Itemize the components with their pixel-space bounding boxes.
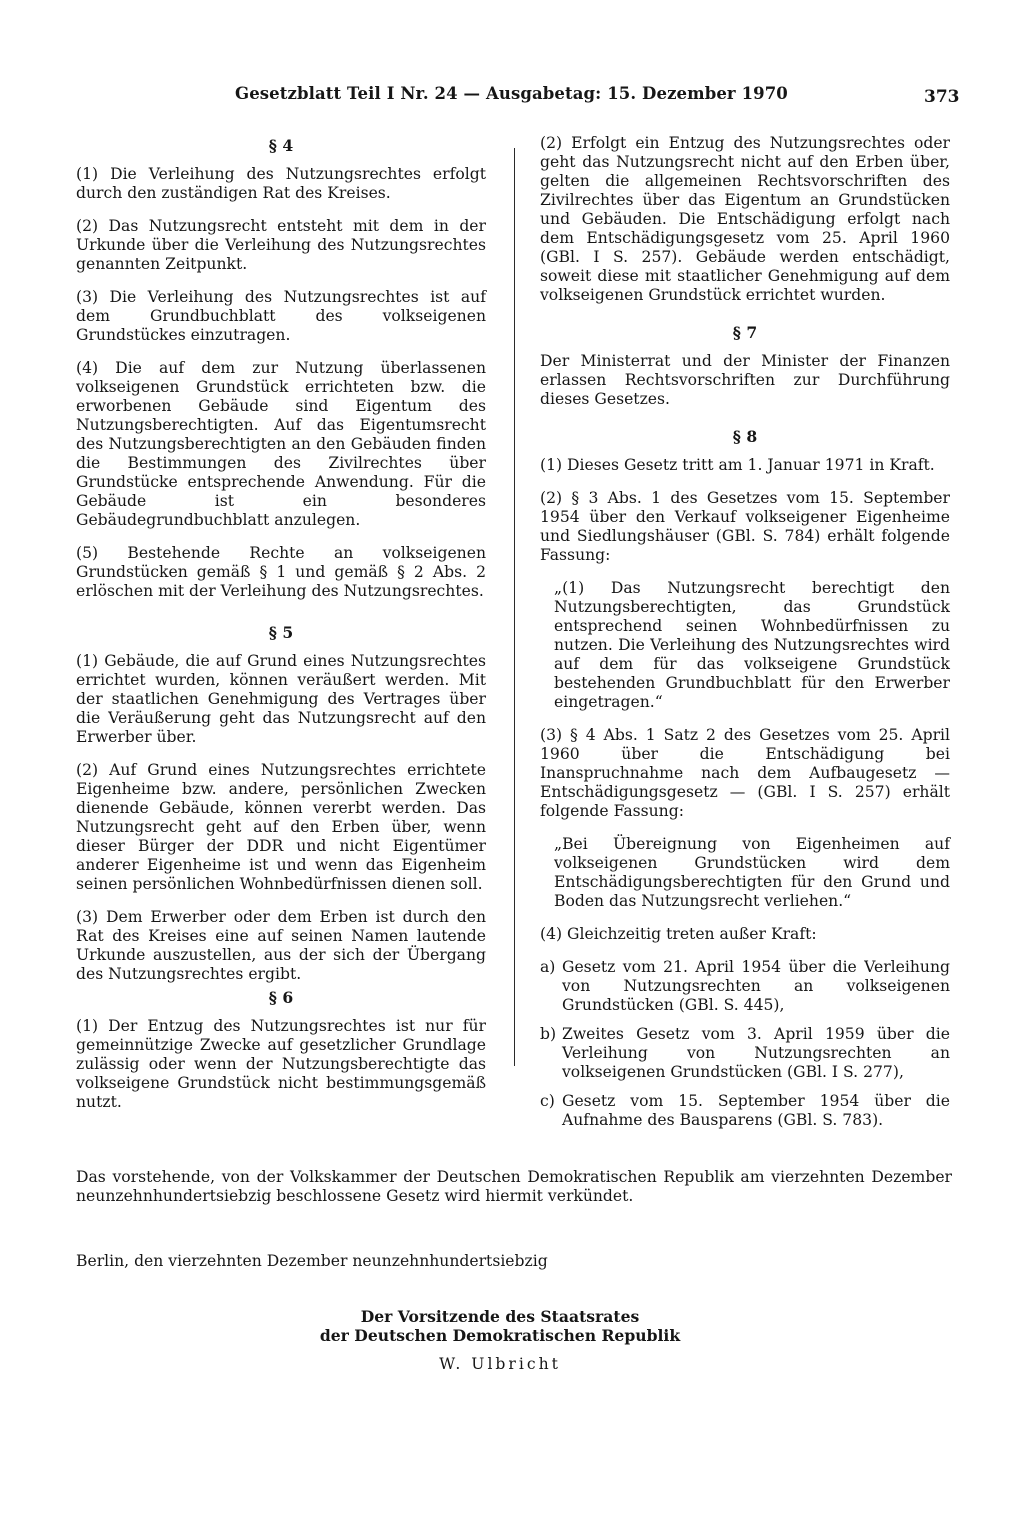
page-number: 373	[924, 87, 960, 107]
section-heading-5: § 5	[268, 623, 294, 642]
paragraph: (1) Gebäude, die auf Grund eines Nutzungsrechtes errichtet wurden, können veräußert werden. Mit der staatlichen Genehmigung des Vertrages über die Veräußerung geht das Nutzungsrecht auf den Erwerber über.	[76, 652, 486, 746]
signatory-name: W. Ulbricht	[439, 1355, 561, 1373]
paragraph: Der Ministerrat und der Minister der Finanzen erlassen Rechtsvorschriften zur Durchführung dieses Gesetzes.	[540, 352, 950, 408]
paragraph: (4) Gleichzeitig treten außer Kraft:	[540, 925, 817, 943]
list-marker: a)	[540, 958, 556, 976]
paragraph: (5) Bestehende Rechte an volkseigenen Grundstücken gemäß § 1 und gemäß § 2 Abs. 2 erlöschen mit der Verleihung des Nutzungsrechtes.	[76, 544, 486, 600]
paragraph: (4) Die auf dem zur Nutzung überlassenen volkseigenen Grundstück errichteten bzw. die erworbenen Gebäude sind Eigentum des Nutzungsberechtigten. Auf das Eigentumsrecht des Nutzungsberechtigten an den Gebäuden finden die Bestimmungen des Zivilrechtes über Grundstücke entsprechende Anwendung. Für die Gebäude ist ein besonderes Gebäudegrundbuchblatt anzulegen.	[76, 359, 486, 529]
list-item-text: Zweites Gesetz vom 3. April 1959 über die Verleihung von Nutzungsrechten an volkseigenen Grundstücken (GBl. I S. 277),	[562, 1025, 950, 1081]
paragraph: (1) Die Verleihung des Nutzungsrechtes erfolgt durch den zuständigen Rat des Kreises.	[76, 165, 486, 202]
paragraph: (2) Erfolgt ein Entzug des Nutzungsrechtes oder geht das Nutzungsrecht nicht auf den Erben über, gelten die allgemeinen Rechtsvorschriften des Zivilrechtes über das Eigentum an Grundstücken und Gebäuden. Die Entschädigung erfolgt nach dem Entschädigungsgesetz vom 25. April 1960 (GBl. I S. 257). Gebäude werden entschädigt, soweit diese mit staatlicher Genehmigung auf dem volkseigenen Grundstück errichtet wurden.	[540, 134, 950, 304]
list-marker: b)	[540, 1025, 557, 1043]
list-item-text: Gesetz vom 15. September 1954 über die Aufnahme des Bausparens (GBl. S. 783).	[562, 1092, 950, 1129]
list-item	[540, 1092, 950, 1130]
section-heading-7: § 7	[732, 323, 758, 342]
section-heading-4: § 4	[268, 136, 294, 155]
signatory-title: der Deutschen Demokratischen Republik	[319, 1326, 681, 1345]
section-heading-6: § 6	[268, 988, 294, 1007]
signatory-title: Der Vorsitzende des Staatsrates	[360, 1307, 640, 1326]
section-heading-8: § 8	[732, 427, 758, 446]
right-column	[540, 128, 950, 1140]
column-divider	[514, 148, 515, 1066]
paragraph: (1) Dieses Gesetz tritt am 1. Januar 1971 in Kraft.	[540, 456, 935, 474]
paragraph: (2) Das Nutzungsrecht entsteht mit dem in der Urkunde über die Verleihung des Nutzungsrechtes genannten Zeitpunkt.	[76, 217, 486, 273]
paragraph: (3) Dem Erwerber oder dem Erben ist durch den Rat des Kreises eine auf seinen Namen lautende Urkunde auszustellen, aus der sich der Übergang des Nutzungsrechtes ergibt.	[76, 908, 486, 983]
place-date: Berlin, den vierzehnten Dezember neunzehnhundertsiebzig	[76, 1251, 548, 1270]
promulgation-text: Das vorstehende, von der Volkskammer der Deutschen Demokratischen Republik am vierzehnten Dezember neunzehnhundertsiebzig beschlossene Gesetz wird hiermit verkündet.	[76, 1167, 952, 1205]
list-item	[540, 1025, 950, 1082]
paragraph: (3) § 4 Abs. 1 Satz 2 des Gesetzes vom 25. April 1960 über die Entschädigung bei Inanspruchnahme nach dem Aufbaugesetz — Entschädigungsgesetz — (GBl. I S. 257) erhält folgende Fassung:	[540, 726, 950, 820]
page-header: Gesetzblatt Teil I Nr. 24 — Ausgabetag: 15. Dezember 1970	[235, 84, 788, 103]
paragraph: (1) Der Entzug des Nutzungsrechtes ist nur für gemeinnützige Zwecke auf gesetzlicher Grundlage zulässig oder wenn der Nutzungsberechtigte das volkseigene Grundstück nicht bestimmungsgemäß nutzt.	[76, 1017, 486, 1111]
left-column	[76, 128, 486, 1126]
paragraph: (2) Auf Grund eines Nutzungsrechtes errichtete Eigenheime bzw. andere, persönlichen Zwecken dienende Gebäude, können vererbt werden. Das Nutzungsrecht geht auf den Erben über, wenn dieser Bürger der DDR und nicht Eigentümer anderer Eigenheime ist und wenn das Eigenheim seinen persönlichen Wohnbedürfnissen dienen soll.	[76, 761, 486, 893]
quoted-amendment: „Bei Übereignung von Eigenheimen auf volkseigenen Grundstücken wird dem Entschädigungsberechtigten für den Grund und Boden das Nutzungsrecht verliehen.“	[554, 835, 950, 910]
list-item-text: Gesetz vom 21. April 1954 über die Verleihung von Nutzungsrechten an volkseigenen Grundstücken (GBl. S. 445),	[562, 958, 950, 1014]
quoted-amendment: „(1) Das Nutzungsrecht berechtigt den Nutzungsberechtigten, das Grundstück entsprechend seinen Wohnbedürfnissen zu nutzen. Die Verleihung des Nutzungsrechtes wird auf dem für das volkseigene Grundstück bestehenden Grundbuchblatt für den Erwerber eingetragen.“	[554, 579, 950, 711]
paragraph: (3) Die Verleihung des Nutzungsrechtes ist auf dem Grundbuchblatt des volkseigenen Grundstückes einzutragen.	[76, 288, 486, 344]
list-marker: c)	[540, 1092, 555, 1110]
list-item	[540, 958, 950, 1015]
paragraph: (2) § 3 Abs. 1 des Gesetzes vom 15. September 1954 über den Verkauf volkseigener Eigenheime und Siedlungshäuser (GBl. S. 784) erhält folgende Fassung:	[540, 489, 950, 564]
signature-block	[290, 1307, 710, 1374]
